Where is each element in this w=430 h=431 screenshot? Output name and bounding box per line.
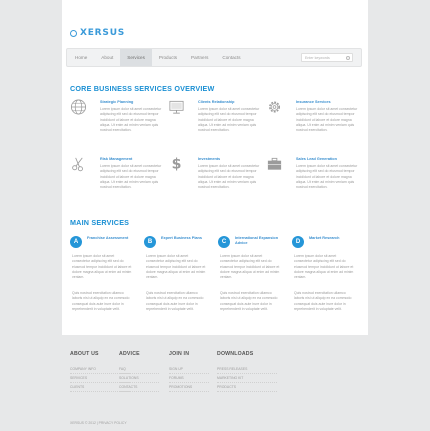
search-input[interactable] [301, 53, 353, 62]
service-title[interactable]: Clients Relationship [198, 100, 235, 104]
service-title[interactable]: Insurance Services [296, 100, 331, 104]
overview-title: CORE BUSINESS SERVICES OVERVIEW [70, 84, 215, 93]
main-service-d [292, 236, 358, 326]
main-service-b [144, 236, 210, 326]
main-service-title[interactable]: International Expansion Advice [235, 236, 279, 245]
nav-item-products[interactable]: Products [158, 55, 178, 60]
service-clients-relationship [168, 98, 260, 150]
footer-link[interactable]: PRESS RELEASES [217, 365, 277, 374]
footer-link[interactable]: SIGN UP [169, 365, 209, 374]
logo-text: XERSUS [80, 28, 126, 38]
gear-icon [266, 98, 283, 115]
page [62, 0, 368, 431]
service-strategic-planning [70, 98, 162, 150]
header [62, 0, 368, 70]
service-text: Lorem ipsum dolor sit amet consectetur adipiscing elit sed do eiusmod tempor incididunt ut labore et dolore magna aliqua. Ut enim ad minim veniam quis nostrud exercitation. [198, 107, 260, 133]
service-text: Lorem ipsum dolor sit amet consectetur adipiscing elit sed do eiusmod tempor incididunt ut labore et dolore magna aliqua. Ut enim ad minim veniam quis nostrud exercitation. [198, 164, 260, 190]
badge-b: B [144, 236, 156, 248]
footer-link[interactable]: CLIENTS [70, 383, 130, 392]
footer-link[interactable]: PRODUCTS [217, 383, 277, 392]
main-service-text: Quis nostrud exercitation ullamco laboris nisi ut aliquip ex ea commodo consequat duis aute irure dolor in reprehenderit in voluptate velit. [72, 291, 130, 311]
badge-c: C [218, 236, 230, 248]
monitor-icon [168, 98, 185, 115]
main-service-title[interactable]: Expert Business Plans [161, 236, 202, 240]
service-title[interactable]: Sales Lead Generation [296, 157, 337, 161]
main-service-text: Quis nostrud exercitation ullamco laboris nisi ut aliquip ex ea commodo consequat duis aute irure dolor in reprehenderit in voluptate velit. [220, 291, 278, 311]
footer-link[interactable]: CONTACTS [119, 383, 159, 392]
search-placeholder: Enter keywords [305, 56, 330, 60]
service-text: Lorem ipsum dolor sit amet consectetur adipiscing elit sed do eiusmod tempor incididunt ut labore et dolore magna aliqua. Ut enim ad minim veniam quis nostrud exercitation. [296, 164, 358, 190]
service-title[interactable]: Risk Management [100, 157, 133, 161]
footer-col-join [169, 351, 209, 392]
footer [62, 335, 368, 431]
nav-item-home[interactable]: Home [75, 55, 88, 60]
content [62, 70, 368, 335]
service-risk-management [70, 155, 162, 207]
footer-link[interactable]: SERVICES [70, 374, 130, 383]
main-service-text: Quis nostrud exercitation ullamco laboris nisi ut aliquip ex ea commodo consequat duis aute irure dolor in reprehenderit in voluptate velit. [294, 291, 352, 311]
footer-col-downloads [217, 351, 277, 392]
footer-col-advice [119, 351, 159, 392]
footer-col-title: ADVICE [119, 351, 140, 357]
main-service-text: Quis nostrud exercitation ullamco laboris nisi ut aliquip ex ea commodo consequat duis aute irure dolor in reprehenderit in voluptate velit. [146, 291, 204, 311]
service-text: Lorem ipsum dolor sit amet consectetur adipiscing elit sed do eiusmod tempor incididunt ut labore et dolore magna aliqua. Ut enim ad minim veniam quis nostrud exercitation. [296, 107, 358, 133]
svg-text:$: $ [171, 156, 182, 173]
copyright: XERSUS © 2012 | PRIVACY POLICY [70, 421, 127, 425]
globe-icon [70, 98, 87, 115]
footer-col-title: DOWNLOADS [217, 351, 254, 357]
footer-link[interactable]: SOLUTIONS [119, 374, 159, 383]
service-text: Lorem ipsum dolor sit amet consectetur adipiscing elit sed do eiusmod tempor incididunt ut labore et dolore magna aliqua. Ut enim ad minim veniam quis nostrud exercitation. [100, 164, 162, 190]
service-title[interactable]: Investments [198, 157, 221, 161]
badge-d: D [292, 236, 304, 248]
footer-link[interactable]: PROMOTIONS [169, 383, 209, 392]
main-service-a [70, 236, 136, 326]
briefcase-icon [266, 155, 283, 172]
search-icon[interactable] [346, 56, 350, 60]
footer-link[interactable]: MARKETING KIT [217, 374, 277, 383]
main-service-text: Lorem ipsum dolor sit amet consectetur adipiscing elit sed do eiusmod tempor incididunt ut labore et dolore magna aliqua ut enim ad minim veniam. [294, 254, 354, 280]
logo[interactable] [70, 28, 125, 38]
service-sales-lead-generation [266, 155, 358, 207]
footer-link[interactable]: COMPANY INFO [70, 365, 130, 374]
scissors-icon [70, 155, 87, 172]
main-service-c [218, 236, 284, 326]
footer-col-title: JOIN IN [169, 351, 190, 357]
logo-mark-icon [70, 30, 77, 37]
main-services-title: MAIN SERVICES [70, 218, 130, 227]
main-nav [66, 48, 362, 67]
nav-item-partners[interactable]: Partners [191, 55, 209, 60]
nav-item-services[interactable]: Services [120, 49, 152, 66]
main-service-text: Lorem ipsum dolor sit amet consectetur adipiscing elit sed do eiusmod tempor incididunt ut labore et dolore magna aliqua ut enim ad minim veniam. [72, 254, 132, 280]
service-title[interactable]: Strategic Planning [100, 100, 134, 104]
nav-item-contacts[interactable]: Contacts [222, 55, 241, 60]
main-service-text: Lorem ipsum dolor sit amet consectetur adipiscing elit sed do eiusmod tempor incididunt ut labore et dolore magna aliqua ut enim ad minim veniam. [220, 254, 280, 280]
service-text: Lorem ipsum dolor sit amet consectetur adipiscing elit sed do eiusmod tempor incididunt ut labore et dolore magna aliqua. Ut enim ad minim veniam quis nostrud exercitation. [100, 107, 162, 133]
main-service-title[interactable]: Franchise Assessment [87, 236, 129, 240]
nav-item-about[interactable]: About [101, 55, 114, 60]
footer-link[interactable]: FORUMS [169, 374, 209, 383]
main-service-title[interactable]: Market Research [309, 236, 340, 240]
dollar-icon [168, 155, 185, 172]
footer-link[interactable]: FAQ [119, 365, 159, 374]
footer-col-title: ABOUT US [70, 351, 99, 357]
badge-a: A [70, 236, 82, 248]
main-service-text: Lorem ipsum dolor sit amet consectetur adipiscing elit sed do eiusmod tempor incididunt ut labore et dolore magna aliqua ut enim ad minim veniam. [146, 254, 206, 280]
service-investments [168, 155, 260, 207]
service-insurance-services [266, 98, 358, 150]
